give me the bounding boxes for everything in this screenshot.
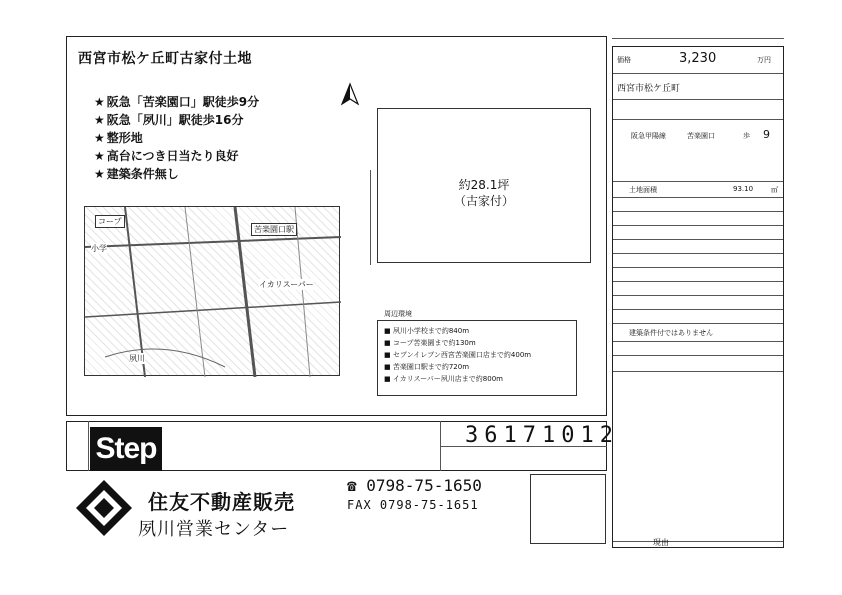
map-label-kurakuen: 苦楽園口駅	[251, 223, 297, 236]
nearby-box	[377, 320, 577, 396]
nearby-title: 周辺環境	[384, 310, 412, 318]
branch-name: 夙川営業センター	[138, 519, 290, 540]
map-roads	[85, 207, 341, 377]
map-label-school: 小学	[91, 244, 107, 253]
feature-item: ★ 阪急「夙川」駅徒歩16分	[94, 113, 244, 127]
phone-number: ☎ 0798-75-1650	[347, 476, 482, 495]
reference-number: 36171012	[465, 423, 619, 448]
step-logo: Step	[90, 427, 162, 471]
company-name: 住友不動産販売	[148, 490, 295, 514]
nearby-item: ■ セブンイレブン西宮苦楽園口店まで約400m	[384, 351, 532, 359]
company-logo-icon	[74, 478, 134, 538]
price-row: 価格 3,230 万円	[613, 47, 783, 74]
map-label-coop: コープ	[95, 215, 125, 228]
nearby-item: ■ 苦楽園口駅まで約720m	[384, 363, 470, 371]
fax-number: FAX 0798-75-1651	[347, 498, 479, 512]
page-title: 西宮市松ケ丘町古家付土地	[78, 51, 252, 67]
map-label-shukugawa: 夙川	[129, 354, 145, 363]
north-arrow-icon	[338, 82, 362, 108]
feature-item: ★ 建築条件無し	[94, 167, 179, 181]
nearby-item: ■ 夙川小学校まで約840m	[384, 327, 470, 335]
feature-item: ★ 阪急「苦楽園口」駅徒歩9分	[94, 95, 260, 109]
station-row: 阪急甲陽線 苦楽園口 歩 9	[613, 119, 783, 182]
spec-table	[612, 46, 784, 548]
feature-item: ★ 高台につき日当たり良好	[94, 149, 239, 163]
side-road-line	[370, 170, 371, 265]
feature-item: ★ 整形地	[94, 131, 143, 145]
map-label-ikari: イカリスーパー	[259, 280, 314, 289]
nearby-item: ■ コープ苦楽園まで約130m	[384, 339, 476, 347]
plot-outline	[377, 108, 591, 263]
area-map	[84, 206, 340, 376]
address-row: 西宮市松ケ丘町	[613, 73, 783, 100]
price-value: 3,230	[679, 51, 717, 66]
trade-type: 現由	[653, 538, 669, 547]
building-sketch	[530, 474, 606, 544]
plot-area-text: 約28.1坪 （古家付）	[453, 178, 514, 208]
conditions-row: 建築条件付ではありません	[613, 323, 783, 342]
nearby-item: ■ イカリスーパー夙川店まで約800m	[384, 375, 503, 383]
land-row: 土地面積 93.10 ㎡	[613, 181, 783, 198]
